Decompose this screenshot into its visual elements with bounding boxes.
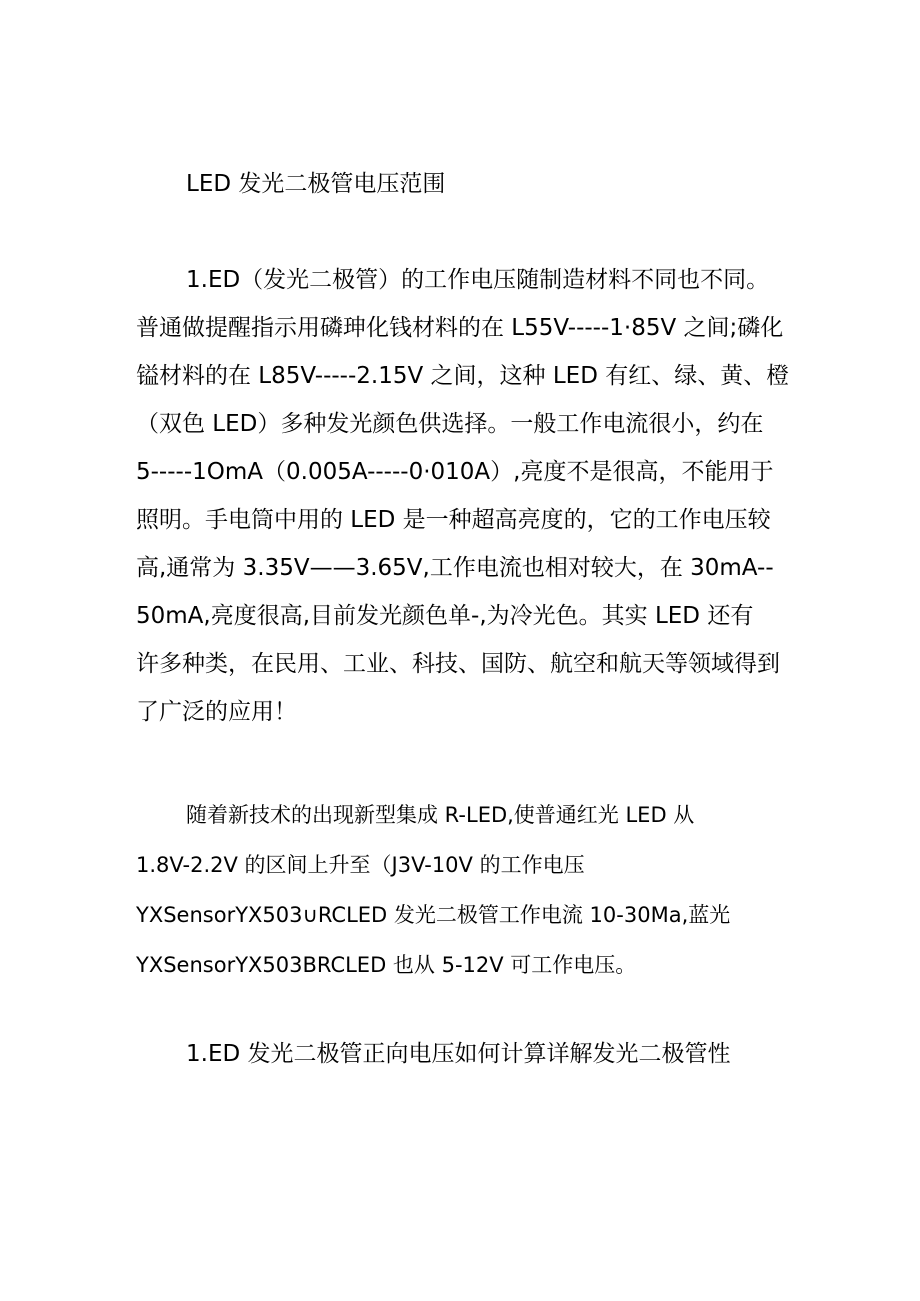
paragraph-line: YXSensorYX503∪RCLED 发光二极管工作电流 10-30Ma,蓝光 [136, 903, 731, 927]
paragraph-new-technology [136, 790, 796, 990]
paragraph-line: （双色 LED）多种发光颜色供选择。一般工作电流很小，约在 [136, 411, 764, 437]
paragraph-line: 普通做提醒指示用磷珅化钱材料的在 L55V-----1·85V 之间;磷化 [136, 315, 784, 341]
document-title: LED 发光二极管电压范围 [186, 171, 446, 197]
paragraph-working-voltage [136, 256, 796, 736]
paragraph-line: 高,通常为 3.35V——3.65V,工作电流也相对较大，在 30mA-- [136, 555, 774, 581]
paragraph-line: 50mA,亮度很高,目前发光颜色单-,为冷光色。其实 LED 还有 [136, 603, 754, 629]
paragraph-line: 5-----1OmA（0.005A-----0·010A）,亮度不是很高，不能用于 [136, 459, 774, 485]
paragraph-line: 1.8V-2.2V 的区间上升至（J3V-10V 的工作电压 [136, 853, 585, 877]
paragraph-line: 许多种类，在民用、工业、科技、国防、航空和航天等领域得到 [136, 651, 780, 677]
paragraph-line: 随着新技术的出现新型集成 R-LED,使普通红光 LED 从 [186, 803, 695, 827]
section-heading: 1.ED 发光二极管正向电压如何计算详解发光二极管性 [186, 1041, 731, 1067]
paragraph-line: YXSensorYX503BRCLED 也从 5-12V 可工作电压。 [136, 953, 637, 977]
paragraph-line: 1.ED（发光二极管）的工作电压随制造材料不同也不同。 [186, 267, 770, 293]
paragraph-line: 了广泛的应用！ [136, 699, 297, 725]
paragraph-line: 镒材料的在 L85V-----2.15V 之间，这种 LED 有红、绿、黄、橙 [136, 363, 790, 389]
paragraph-line: 照明。手电筒中用的 LED 是一种超高亮度的，它的工作电压较 [136, 507, 771, 533]
